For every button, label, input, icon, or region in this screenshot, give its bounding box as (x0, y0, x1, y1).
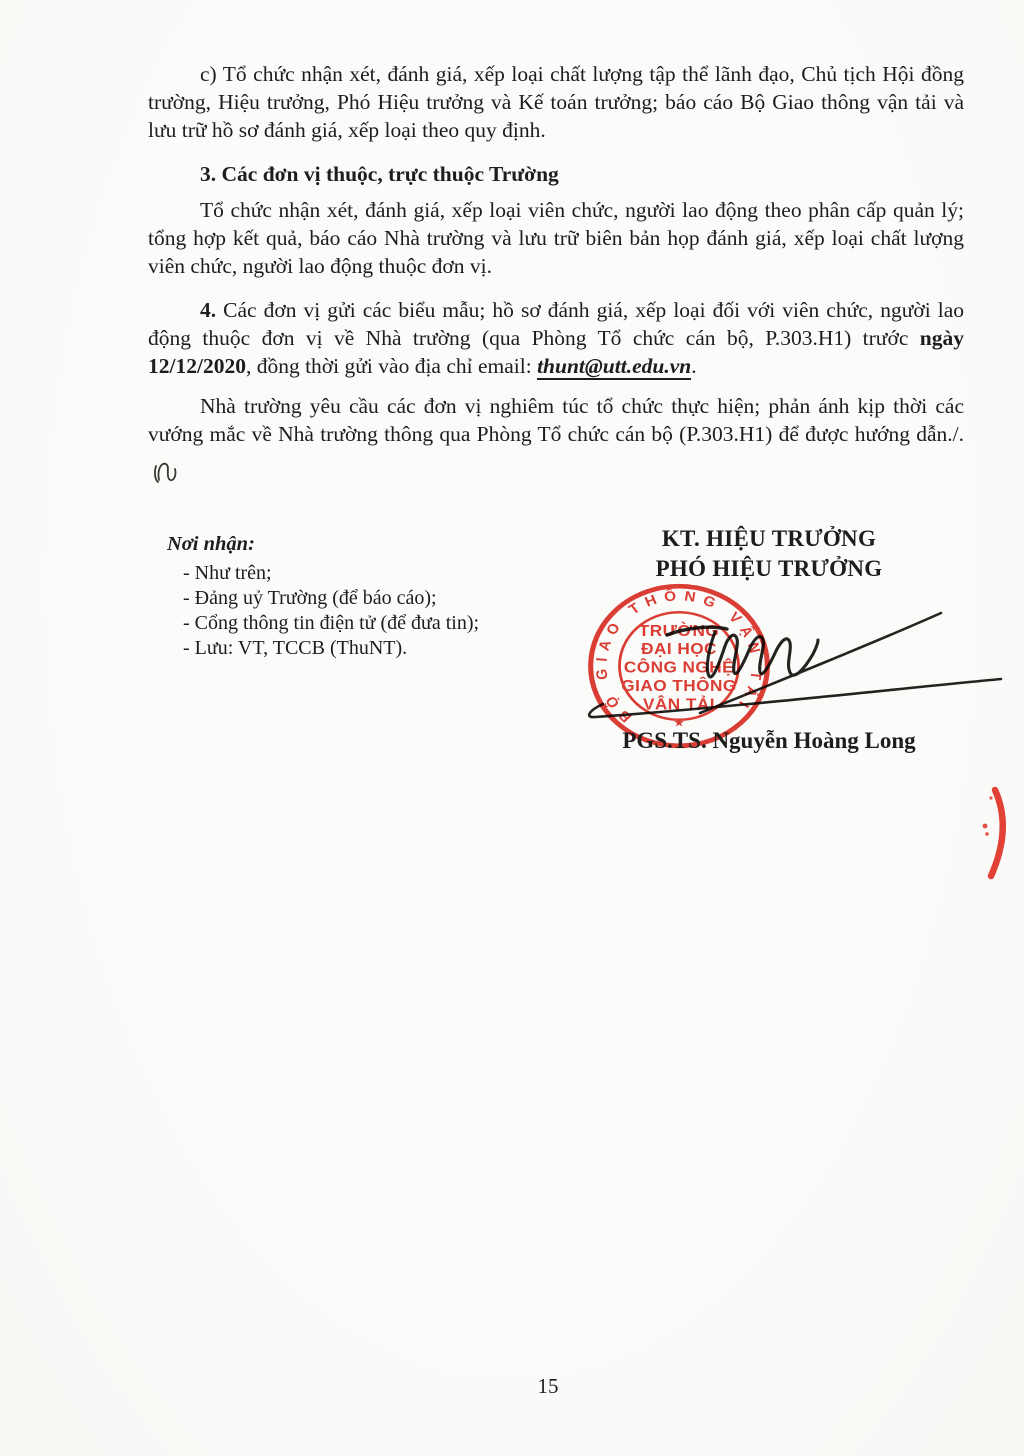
recipient-item: - Như trên; (183, 562, 272, 584)
page-number: 15 (537, 1374, 559, 1398)
paragraph-4-text-2: , đồng thời gửi vào địa chỉ email: (245, 354, 538, 378)
recipient-item: - Cổng thông tin điện tử (để đưa tin); (183, 612, 480, 634)
paragraph-4-number: 4. (200, 298, 217, 322)
stamp-center-line: TRƯỜNG (638, 622, 720, 640)
body-text (148, 60, 964, 485)
recipient-item: - Đảng uỷ Trường (để báo cáo); (183, 587, 437, 609)
paragraph-3-text: Tổ chức nhận xét, đánh giá, xếp loại viên chức, người lao động theo phân cấp quản lý; tổng hợp kết quả, báo cáo Nhà trường và lưu trữ biên bản họp đánh giá, xếp loại chất lượng viên chức, người lao động thuộc đơn vị. (148, 198, 964, 278)
stamp-center-line: ĐẠI HỌC (641, 640, 717, 659)
paragraph-5 (148, 392, 964, 485)
paragraph-5-text: Nhà trường yêu cầu các đơn vị nghiêm túc tổ chức thực hiện; phản ánh kịp thời các vướng mắc về Nhà trường thông qua Phòng Tổ chức cán bộ (P.303.H1) để được hướng dẫn./. (148, 394, 964, 446)
recipient-item: - Lưu: VT, TCCB (ThuNT). (183, 637, 408, 659)
paragraph-4-text-1: Các đơn vị gửi các biểu mẫu; hồ sơ đánh giá, xếp loại đối với viên chức, người lao động thuộc đơn vị về Nhà trường (qua Phòng Tổ chức cán bộ, P.303.H1) trước (148, 298, 964, 350)
section-heading-3 (148, 160, 964, 188)
stamp-center-line: VẬN TẢI (642, 696, 716, 714)
paragraph-c-text: c) Tổ chức nhận xét, đánh giá, xếp loại chất lượng tập thể lãnh đạo, Chủ tịch Hội đồng trường, Hiệu trưởng, Phó Hiệu trưởng và Kế toán trưởng; báo cáo Bộ Giao thông vận tải và lưu trữ hồ sơ đánh giá, xếp loại theo quy định. (148, 62, 964, 142)
handwritten-initials-mark (150, 458, 178, 488)
recipients-label: Nơi nhận: (167, 533, 255, 555)
signature-block (585, 524, 953, 584)
section-heading-3-text: 3. Các đơn vị thuộc, trực thuộc Trường (200, 162, 559, 186)
paragraph-4-date: ngày 12/12/2020 (148, 326, 964, 378)
email-address: thunt@utt.edu.vn (537, 354, 692, 378)
signature-title-position: PHÓ HIỆU TRƯỞNG (655, 556, 883, 581)
stamp-star-icon: ★ (673, 716, 685, 730)
recipients-list (167, 561, 479, 661)
stamp-center-line: CÔNG NGHỆ (623, 659, 735, 677)
handwritten-signature (555, 588, 1024, 733)
red-edge-stamp-mark (975, 782, 1024, 882)
stamp-ring-text: BỘ GIAO THÔNG VẬN TẢI (593, 589, 765, 725)
signature-title-acting: KT. HIỆU TRƯỞNG (661, 526, 877, 551)
paragraph-c (148, 60, 964, 144)
stamp-center-line: GIAO THÔNG (621, 677, 737, 695)
signer-name: PGS.TS. Nguyễn Hoàng Long (622, 728, 916, 753)
recipients-section (167, 532, 479, 661)
paragraph-4-text-3: . (691, 354, 697, 378)
paragraph-3 (148, 196, 964, 280)
paragraph-4 (148, 296, 964, 380)
